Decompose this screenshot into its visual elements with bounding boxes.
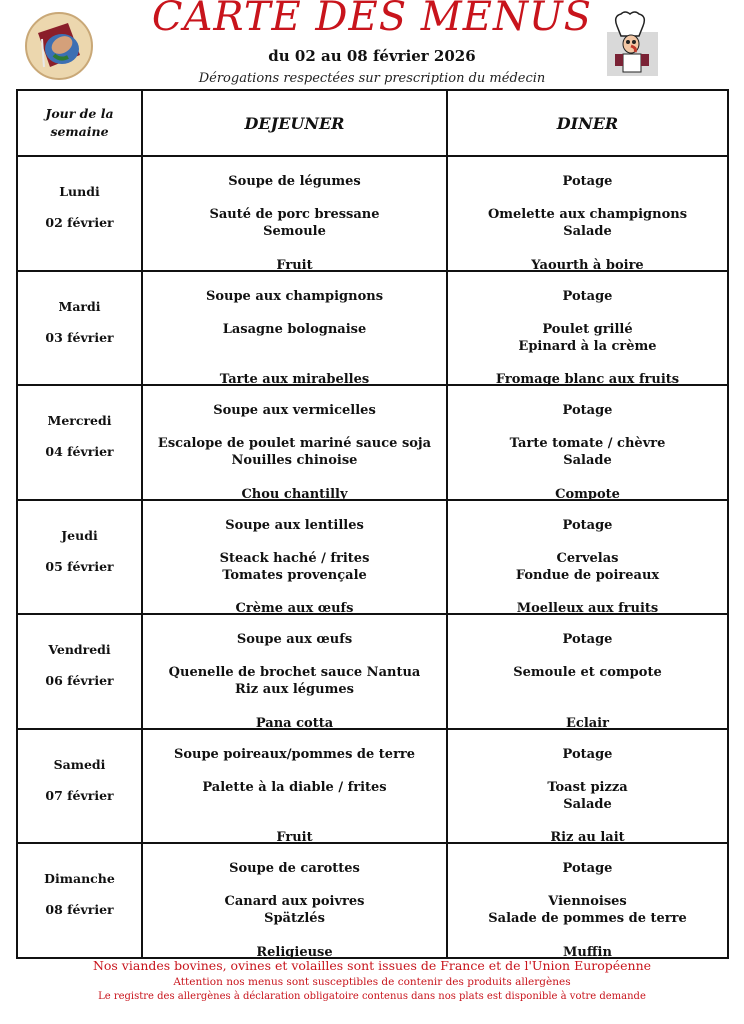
dish-item: Steack haché / frites [219, 550, 370, 566]
day-name: Lundi [59, 184, 100, 200]
lunch-main-course [143, 550, 446, 584]
footer-allergen-registry: Le registre des allergènes à déclaration obligatoire contenus dans nos plats est disponible à votre demande [98, 991, 646, 1002]
dinner-main-course [448, 893, 727, 927]
lunch-main-course [143, 435, 446, 469]
dinner-starter: Potage [562, 861, 613, 876]
day-cell [17, 614, 142, 729]
dinner-dessert: Yaourth à boire [531, 257, 644, 273]
dinner-starter: Potage [562, 746, 613, 762]
day-date: 02 février [45, 215, 114, 231]
dish-item: Canard aux poivres [224, 894, 365, 909]
lunch-main-course [143, 664, 446, 698]
day-name: Samedi [53, 756, 106, 772]
menu-table [16, 89, 729, 959]
dish-item: Semoule [263, 224, 326, 239]
day-date: 08 février [45, 902, 114, 918]
dish-item: Salade [563, 796, 612, 812]
dish-item: Cervelas [556, 550, 619, 566]
lunch-dessert: Tarte aux mirabelles [219, 372, 370, 387]
lunch-cell [142, 156, 447, 271]
dinner-starter: Potage [562, 288, 613, 304]
dinner-dessert: Muffin [563, 944, 612, 960]
lunch-cell [142, 385, 447, 500]
dish-item: Omelette aux champignons [487, 207, 688, 222]
dish-item: Salade de pommes de terre [488, 911, 687, 926]
day-cell [17, 156, 142, 271]
day-name: Mercredi [47, 413, 112, 429]
dinner-starter: Potage [562, 517, 613, 533]
lunch-cell [142, 500, 447, 615]
header-dinner: DINER [447, 90, 728, 156]
dinner-main-course [448, 550, 727, 584]
dish-item: Tarte tomate / chèvre [509, 436, 666, 451]
dinner-dessert: Moelleux aux fruits [516, 601, 659, 616]
derogation-note: Dérogations respectées sur prescription du médecin [198, 71, 546, 86]
header-lunch: DEJEUNER [142, 90, 447, 156]
dish-item: Nouilles chinoise [231, 453, 358, 468]
dinner-dessert: Fromage blanc aux fruits [495, 372, 680, 387]
table-row [17, 271, 728, 386]
dinner-dessert: Eclair [566, 715, 609, 731]
dinner-cell [447, 156, 728, 271]
lunch-dessert: Crème aux œufs [235, 601, 354, 616]
lunch-starter: Soupe aux champignons [205, 288, 384, 304]
dish-item: Semoule et compote [513, 665, 662, 680]
date-range: du 02 au 08 février 2026 [268, 47, 476, 65]
dish-item: Quenelle de brochet sauce Nantua [168, 665, 421, 680]
table-row [17, 729, 728, 844]
dish-item: Palette à la diable / frites [202, 779, 387, 795]
dish-item: Spätzlés [264, 911, 325, 926]
dinner-cell [447, 500, 728, 615]
lunch-cell [142, 843, 447, 958]
lunch-main-course [143, 779, 446, 796]
dish-item: Escalope de poulet mariné sauce soja [157, 436, 432, 451]
dish-item: Lasagne bolognaise [222, 321, 367, 337]
lunch-cell [142, 614, 447, 729]
day-date: 05 février [45, 558, 114, 574]
dish-item: Sauté de porc bressane [209, 207, 380, 222]
table-row [17, 500, 728, 615]
dinner-cell [447, 614, 728, 729]
table-row [17, 843, 728, 958]
table-row [17, 156, 728, 271]
dish-item: Salade [563, 224, 612, 239]
lunch-dessert: Religieuse [256, 944, 333, 960]
lunch-starter: Soupe de légumes [228, 174, 361, 189]
table-row [17, 385, 728, 500]
dinner-dessert: Riz au lait [550, 830, 625, 845]
table-row [17, 614, 728, 729]
dinner-starter: Potage [562, 403, 613, 418]
lunch-cell [142, 729, 447, 844]
day-name: Vendredi [48, 642, 111, 658]
day-cell [17, 729, 142, 844]
dinner-main-course [448, 206, 727, 240]
lunch-main-course [143, 893, 446, 927]
dinner-main-course [448, 321, 727, 355]
day-date: 03 février [45, 329, 114, 345]
day-cell [17, 500, 142, 615]
day-date: 07 février [45, 787, 114, 803]
lunch-starter: Soupe aux œufs [236, 632, 353, 647]
dinner-starter: Potage [562, 174, 613, 189]
dish-item: Fondue de poireaux [515, 567, 660, 583]
chef-icon [605, 10, 660, 78]
lunch-main-course [143, 321, 446, 338]
lunch-dessert: Fruit [276, 257, 313, 273]
dinner-dessert: Compote [555, 486, 620, 502]
dinner-main-course [448, 435, 727, 469]
lunch-main-course [143, 206, 446, 240]
day-date: 06 février [45, 673, 114, 689]
lunch-dessert: Fruit [276, 830, 313, 845]
day-name: Dimanche [44, 871, 115, 887]
lunch-dessert: Chou chantilly [241, 486, 348, 502]
dinner-cell [447, 843, 728, 958]
dish-item: Riz aux légumes [235, 682, 354, 697]
day-name: Jeudi [61, 527, 98, 543]
lunch-dessert: Pana cotta [255, 715, 334, 731]
dish-item: Viennoises [548, 894, 627, 909]
dish-item: Tomates provençale [222, 567, 367, 583]
day-cell [17, 385, 142, 500]
lunch-starter: Soupe aux vermicelles [213, 403, 376, 418]
lunch-cell [142, 271, 447, 386]
dish-item: Toast pizza [547, 779, 628, 795]
dinner-cell [447, 729, 728, 844]
table-header-row [17, 90, 728, 156]
lunch-starter: Soupe aux lentilles [225, 517, 364, 533]
dinner-main-course [448, 664, 727, 681]
lunch-starter: Soupe poireaux/pommes de terre [173, 746, 416, 762]
dish-item: Epinard à la crème [518, 338, 657, 354]
day-name: Mardi [58, 298, 101, 314]
lunch-starter: Soupe de carottes [229, 861, 360, 876]
page-title: CARTE DES MENUS [151, 0, 593, 40]
footer-allergen-warning: Attention nos menus sont susceptibles de contenir des produits allergènes [173, 976, 571, 988]
dish-item: Salade [563, 453, 612, 468]
footer-origin-note: Nos viandes bovines, ovines et volailles sont issues de France et de l'Union Européenne [92, 958, 652, 973]
dinner-cell [447, 385, 728, 500]
dinner-starter: Potage [562, 632, 613, 647]
day-cell [17, 271, 142, 386]
header-day: Jour de la semaine [17, 90, 142, 156]
dinner-cell [447, 271, 728, 386]
day-cell [17, 843, 142, 958]
dinner-main-course [448, 779, 727, 813]
day-date: 04 février [45, 444, 114, 460]
dish-item: Poulet grillé [542, 321, 633, 337]
